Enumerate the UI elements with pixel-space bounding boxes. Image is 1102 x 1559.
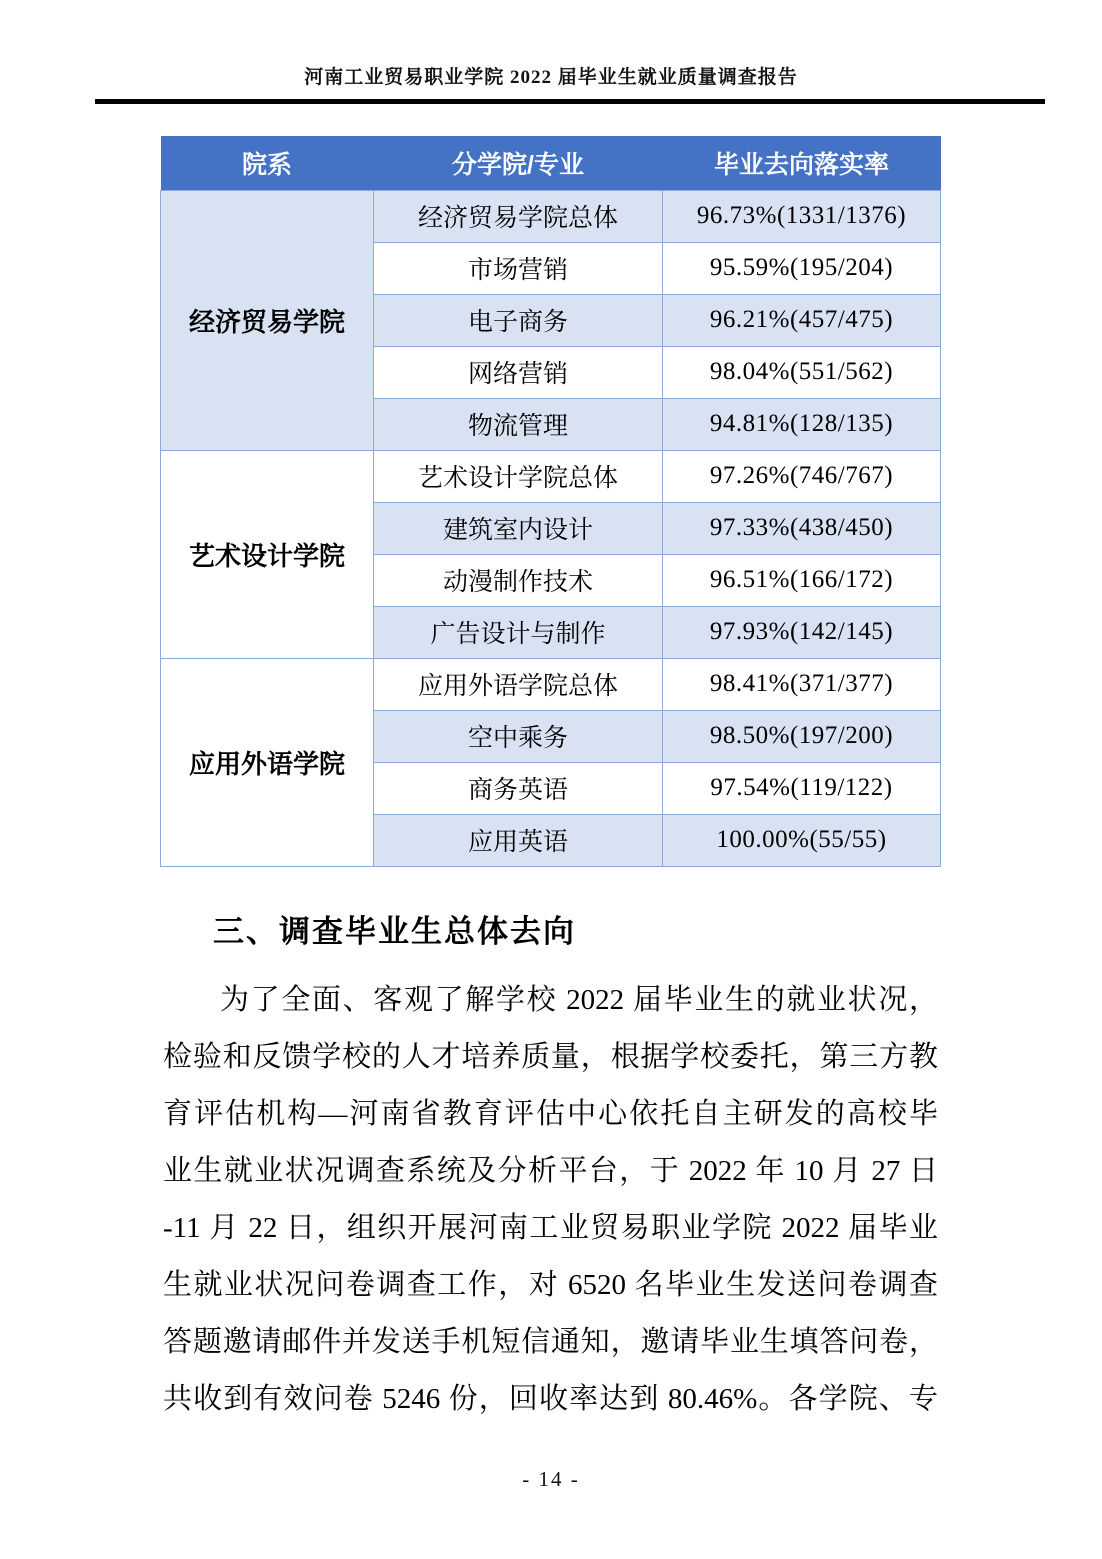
section-heading: 三、调查毕业生总体去向 bbox=[213, 914, 576, 949]
paragraph-line: 生就业状况问卷调查工作，对 6520 名毕业生发送问卷调查 bbox=[163, 1269, 938, 1301]
rate-cell: 98.50%(197/200) bbox=[663, 710, 941, 762]
rate-cell: 97.93%(142/145) bbox=[663, 606, 941, 658]
column-header-department: 院系 bbox=[161, 136, 374, 190]
table-body bbox=[161, 190, 941, 866]
major-cell: 艺术设计学院总体 bbox=[374, 450, 663, 502]
document-header-title: 河南工业贸易职业学院 2022 届毕业生就业质量调查报告 bbox=[304, 67, 798, 88]
major-cell: 电子商务 bbox=[374, 294, 663, 346]
major-cell: 网络营销 bbox=[374, 346, 663, 398]
college-cell: 艺术设计学院 bbox=[161, 450, 374, 658]
major-cell: 建筑室内设计 bbox=[374, 502, 663, 554]
column-header-rate: 毕业去向落实率 bbox=[663, 136, 941, 190]
rate-cell: 98.04%(551/562) bbox=[663, 346, 941, 398]
table-row bbox=[161, 190, 941, 242]
rate-cell: 96.73%(1331/1376) bbox=[663, 190, 941, 242]
rate-cell: 97.54%(119/122) bbox=[663, 762, 941, 814]
rate-cell: 96.21%(457/475) bbox=[663, 294, 941, 346]
paragraph-line: 业生就业状况调查系统及分析平台，于 2022 年 10 月 27 日 bbox=[163, 1155, 938, 1187]
paragraph-line: -11 月 22 日，组织开展河南工业贸易职业学院 2022 届毕业 bbox=[163, 1212, 938, 1244]
rate-cell: 97.26%(746/767) bbox=[663, 450, 941, 502]
major-cell: 物流管理 bbox=[374, 398, 663, 450]
paragraph-line: 答题邀请邮件并发送手机短信通知，邀请毕业生填答问卷， bbox=[163, 1326, 938, 1358]
page-number: - 14 - bbox=[522, 1467, 580, 1491]
major-cell: 应用外语学院总体 bbox=[374, 658, 663, 710]
table-header-row bbox=[161, 136, 941, 190]
paragraph-line: 共收到有效问卷 5246 份，回收率达到 80.46%。各学院、专 bbox=[163, 1383, 938, 1415]
paragraph-line: 育评估机构—河南省教育评估中心依托自主研发的高校毕 bbox=[163, 1098, 938, 1130]
body-paragraph bbox=[163, 972, 938, 1428]
table-row bbox=[161, 450, 941, 502]
rate-cell: 95.59%(195/204) bbox=[663, 242, 941, 294]
table-header bbox=[161, 136, 941, 190]
major-cell: 空中乘务 bbox=[374, 710, 663, 762]
college-cell: 应用外语学院 bbox=[161, 658, 374, 866]
major-cell: 动漫制作技术 bbox=[374, 554, 663, 606]
rate-cell: 98.41%(371/377) bbox=[663, 658, 941, 710]
table-row bbox=[161, 658, 941, 710]
paragraph-line: 检验和反馈学校的人才培养质量，根据学校委托，第三方教 bbox=[163, 1041, 938, 1073]
major-cell: 经济贸易学院总体 bbox=[374, 190, 663, 242]
rate-cell: 97.33%(438/450) bbox=[663, 502, 941, 554]
major-cell: 广告设计与制作 bbox=[374, 606, 663, 658]
header-rule bbox=[95, 99, 1045, 104]
rate-cell: 96.51%(166/172) bbox=[663, 554, 941, 606]
paragraph-line: 为了全面、客观了解学校 2022 届毕业生的就业状况， bbox=[220, 984, 938, 1016]
major-cell: 市场营销 bbox=[374, 242, 663, 294]
employment-rate-table bbox=[160, 136, 941, 867]
rate-cell: 100.00%(55/55) bbox=[663, 814, 941, 866]
major-cell: 应用英语 bbox=[374, 814, 663, 866]
rate-cell: 94.81%(128/135) bbox=[663, 398, 941, 450]
college-cell: 经济贸易学院 bbox=[161, 190, 374, 450]
column-header-college-major: 分学院/专业 bbox=[374, 136, 663, 190]
major-cell: 商务英语 bbox=[374, 762, 663, 814]
